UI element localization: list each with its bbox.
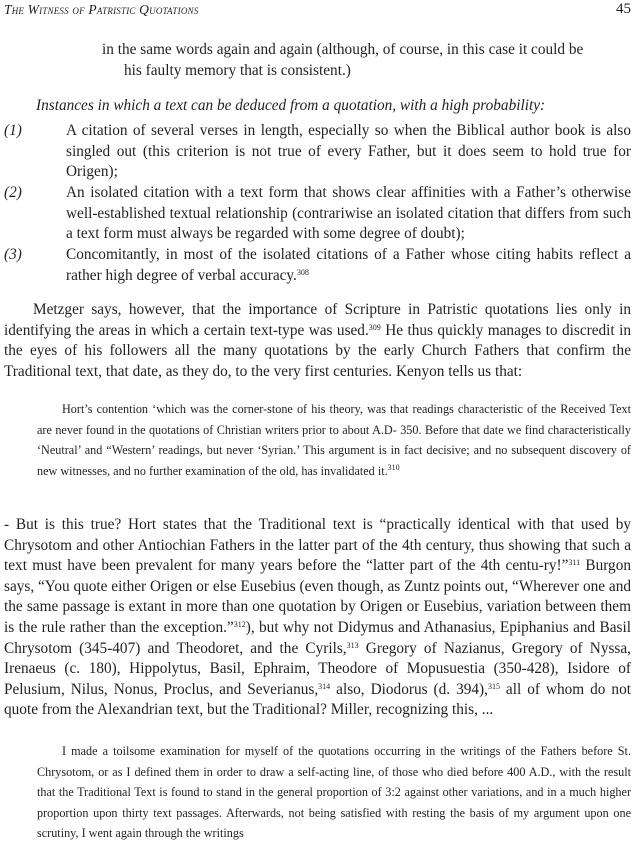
paragraph-text: Burgon says, “You quote either Origen or else Eusebius (even though, as Zuntz points out, “Wherever one and the same passage is extant in more than one quotation by Origen or Eusebius, variation between them is the rule rather than the exception.”	[4, 557, 631, 636]
paragraph-metzger	[4, 300, 631, 382]
paragraph-text: - But is this true? Hort states that the Traditional text is “practically identical with that used by Chrysotom and other Antiochian Fathers in the latter part of the 4th century, thus showing that such a text must have been prevalent for many years before the “latter part of the 4th centu-ry!”	[4, 516, 631, 575]
list-text-body: Concomitantly, in most of the isolated citations of a Father whose citing habits reflect a rather high degree of verbal accuracy.	[66, 246, 631, 284]
continuation-line-2: his faulty memory that is consistent.)	[124, 61, 351, 79]
footnote-ref: 310	[387, 462, 400, 472]
quote-body: Hort’s contention ‘which was the corner-stone of his theory, was that readings characteristic of the Received Text are never found in the quotations of Christian writers prior to about A.D- 350. Before that date we find characteristically ‘Neutral’ and “Western’ readings, but never ‘Syrian.’ This argument is in fact decisive; and no subsequent discovery of new witnesses, and no further examination of the old, has invalidated it.	[37, 402, 631, 478]
list-number: (1)	[4, 122, 22, 139]
list-item-2	[4, 183, 631, 245]
list-text: A citation of several verses in length, especially so when the Biblical author book is also singled out (this criterion is not true of every Father, but it does seem to hold true for Origen);	[66, 122, 631, 181]
footnote-ref: 311	[568, 558, 581, 568]
continuation-line-1: in the same words again and again (although, of course, in this case it could be	[102, 41, 584, 58]
paragraph-text: ), but why not Didymus and Athanasius, Epiphanius and Basil Chrysotom (345-407) and Theodoret, and the Cyrils,	[4, 618, 631, 657]
running-title: The Witness of Patristic Quotations	[4, 2, 199, 17]
list-number: (2)	[4, 184, 22, 201]
footnote-ref: 312	[233, 619, 246, 629]
list-item-3	[4, 245, 631, 286]
paragraph-text: He thus quickly manages to discredit in the eyes of his followers all the many quotations by the early Church Fathers that confirm the Traditional text, that date, as they do, to the very first centuries. Kenyon tells us that:	[4, 321, 631, 380]
list-text: An isolated citation with a text form that shows clear affinities with a Father’s otherwise well-established textual relationship (contrariwise an isolated citation that differs from such a text form must always be regarded with some degree of doubt);	[66, 184, 631, 243]
footnote-ref: 315	[487, 681, 500, 691]
footnote-ref: 309	[368, 322, 381, 332]
paragraph-hort	[4, 515, 631, 721]
footnote-ref: 308	[296, 267, 309, 277]
paragraph-text: also, Diodorus (d. 394),	[330, 680, 488, 698]
paragraph-text: Gregory of Nazianus, Gregory of Nyssa, Irenaeus (c. 180), Hippolytus, Basil, Ephraim, Theodore of Mopusuestia (350-428), Isidore of Pelusium, Nilus, Nonus, Proclus, and Severianus,	[4, 639, 631, 698]
paragraph-text: all of whom do not quote from the Alexandrian text, but the Traditional? Miller, recognizing this, ...	[4, 680, 631, 719]
quote-text: I made a toilsome examination for myself of the quotations occurring in the writings of the Fathers before St. Chrysotom, or as I defined them in order to draw a self-acting line, of those who died before 400 A.D., with the result that the Traditional Text is found to stand in the general proportion of 3:2 against other variations, and in a much higher proportion upon thirty text passages. Afterwards, not being satisfied with resting the basis of my argument upon one scrutiny, I went again through the writings	[37, 744, 631, 840]
list-item-1	[4, 121, 631, 183]
footnote-ref: 313	[346, 640, 359, 650]
quote-text	[37, 399, 631, 481]
footnote-ref: 314	[318, 681, 331, 691]
section-heading: Instances in which a text can be deduced from a quotation, with a high probability:	[36, 97, 546, 114]
block-quote-miller	[37, 741, 631, 844]
page-number: 45	[616, 1, 631, 17]
list-number: (3)	[4, 246, 22, 263]
block-quote-kenyon	[37, 399, 631, 481]
list-text	[66, 245, 631, 286]
continuation-text	[102, 40, 631, 81]
paragraph-text: Metzger says, however, that the importance of Scripture in Patristic quotations lies only in identifying the areas in which a certain text-type was used.	[4, 301, 631, 339]
